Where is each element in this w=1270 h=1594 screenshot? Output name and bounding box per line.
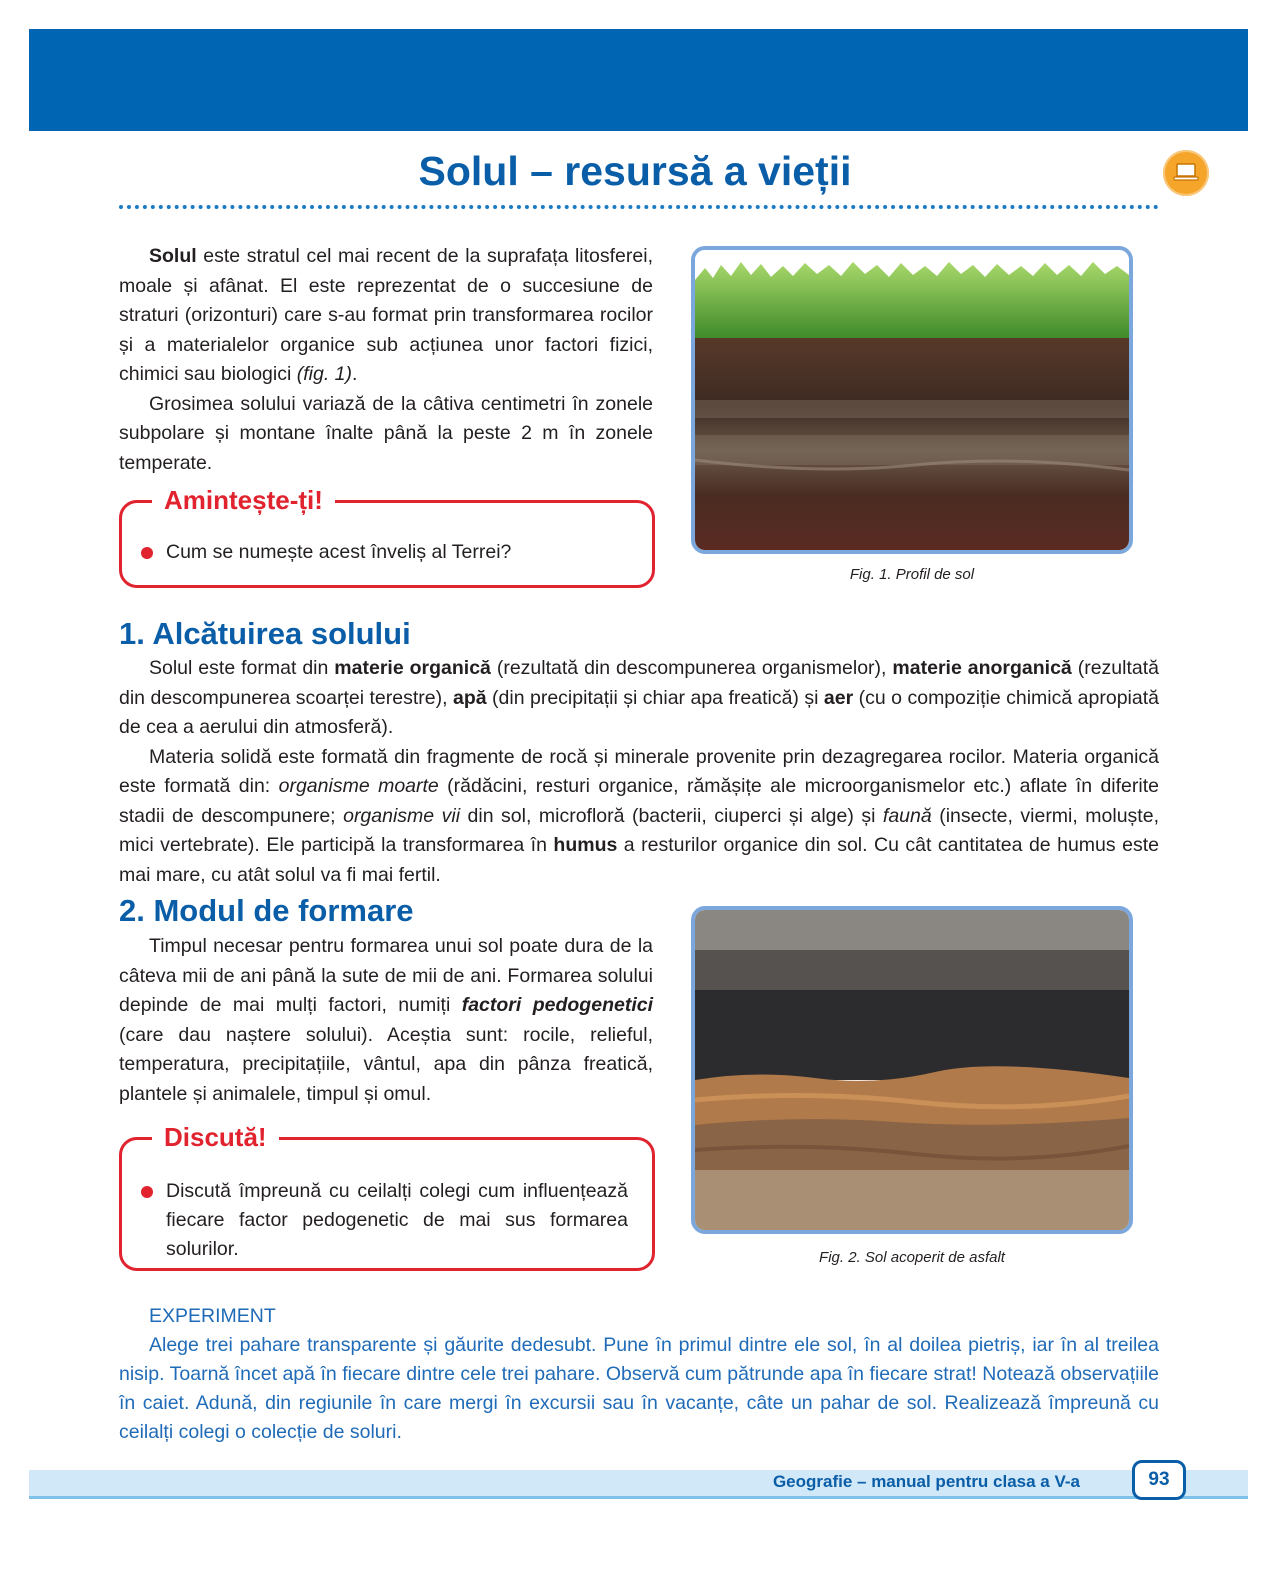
- discuss-box-item: Discută împreună cu ceilalți colegi cum influențează fiecare factor pedogenetic de mai sus formarea solurilor.: [166, 1180, 628, 1260]
- text-run: Materia solidă este formată din fragmente de rocă și minerale provenite prin dezagregarea rocilor. Materia organică este formată din:: [119, 745, 1159, 797]
- discuss-box-title: Discută!: [152, 1120, 279, 1154]
- bullet-icon: [141, 1186, 153, 1198]
- fig1-caption: Fig. 1. Profil de sol: [849, 566, 975, 583]
- text-run: din sol, microfloră (bacterii, ciuperci și alge) și: [460, 804, 883, 827]
- term-solul: Solul: [149, 245, 197, 267]
- text-run: a resturilor organice din sol. Cu cât cantitatea de humus este mai mare, cu atât solul va fi mai fertil.: [119, 834, 1159, 886]
- intro-paragraph-1: [119, 242, 653, 390]
- fig2-caption: Fig. 2. Sol acoperit de asfalt: [819, 1249, 1005, 1266]
- title-divider: [119, 205, 1159, 209]
- section1-paragraph-1: [119, 654, 1159, 743]
- intro-paragraph-2: Grosimea solului variază de la câtiva centimetri în zonele subpolare și montane înalte până la peste 2 m în zonele temperate.: [119, 392, 653, 474]
- term-dead-organisms: organisme moarte: [278, 775, 439, 797]
- term-pedogenetic-factors: factori pedogenetici: [461, 994, 653, 1016]
- term-fauna: faună: [882, 804, 932, 827]
- term-air: aer: [823, 686, 854, 709]
- intro-p1-end: .: [352, 363, 358, 385]
- intro-text: [119, 242, 653, 478]
- remember-box-item: Cum se numește acest înveliș al Terrei?: [166, 541, 512, 563]
- section2-text: [119, 932, 653, 1109]
- text-run: Timpul necesar pentru formarea unui sol poate dura de la câteva mii de ani până la sute de mii de ani. Formarea solului depinde de mai mulți factori, numiți: [119, 935, 653, 1016]
- remember-box: [119, 485, 655, 588]
- page-title: Solul – resursă a vieții: [418, 148, 852, 194]
- bullet-icon: [141, 547, 153, 559]
- section-heading-1: 1. Alcătuirea solului: [119, 616, 411, 651]
- remember-box-title: Amintește-ți!: [152, 483, 335, 517]
- header-banner: [29, 29, 1248, 131]
- section1-text: [119, 654, 1159, 890]
- experiment-section: [119, 1302, 1159, 1447]
- text-run: Solul este format din: [149, 657, 335, 679]
- experiment-title: EXPERIMENT: [149, 1305, 276, 1327]
- text-run: (rezultată din descompunerea scoarței terestre),: [119, 657, 1160, 709]
- text-run: (cu o compoziție chimică apropiată de cea a aerului din atmosferă).: [119, 686, 1159, 738]
- laptop-icon[interactable]: [1163, 150, 1209, 196]
- discuss-box: [119, 1122, 655, 1271]
- experiment-text: Alege trei pahare transparente și găurite dedesubt. Pune în primul dintre ele sol, în al doilea pietriș, iar în al treilea nisip. Toarnă încet apă în fiecare dintre cele trei pahare. Observă cum pătrunde apa în fiecare strat! Notează observațiile în caiet. Adună, din regiunile în care mergi în excursii sau în vacanțe, câte un pahar de sol. Realizează împreună cu ceilalți colegi o colecție de soluri.: [119, 1334, 1159, 1443]
- term-humus: humus: [553, 834, 618, 856]
- term-organic-matter: materie organică: [334, 657, 491, 679]
- text-run: (insecte, viermi, moluște, mici vertebrate). Ele participă la transformarea în: [119, 804, 1159, 856]
- term-inorganic-matter: materie anorganică: [892, 657, 1072, 679]
- section-heading-2: 2. Modul de formare: [119, 893, 414, 928]
- section1-paragraph-2: [119, 743, 1159, 891]
- asphalt-soil-photo: [691, 906, 1133, 1234]
- page-number: 93: [1132, 1460, 1186, 1500]
- text-run: (rădăcini, resturi organice, rămășițe ale microorganismelor etc.) aflate în diferite stadii de descompunere;: [119, 775, 1159, 827]
- footer-book-title: Geografie – manual pentru clasa a V-a: [772, 1472, 1080, 1491]
- term-water: apă: [452, 686, 487, 709]
- section2-paragraph-1: [119, 932, 653, 1109]
- soil-profile-photo: [691, 246, 1133, 554]
- intro-p1-text: este stratul cel mai recent de la suprafața litosferei, moale și afânat. El este reprezentat de o succesiune de straturi (orizonturi) care s-au format prin transformarea rocilor și a materialelor organice sub acțiunea unor factori fizici, chimici sau biologici: [119, 245, 653, 385]
- text-run: (rezultată din descompunerea organismelor),: [490, 657, 893, 679]
- figure-reference: (fig. 1): [296, 363, 353, 385]
- text-run: (care dau naștere solului). Aceștia sunt: rocile, relieful, temperatura, precipitațiile, vântul, apa din pânza freatică, plantele și animalele, timpul și omul.: [119, 1023, 653, 1105]
- term-living-organisms: organisme vii: [343, 804, 461, 827]
- text-run: (din precipitații și chiar apa freatică) și: [486, 686, 824, 709]
